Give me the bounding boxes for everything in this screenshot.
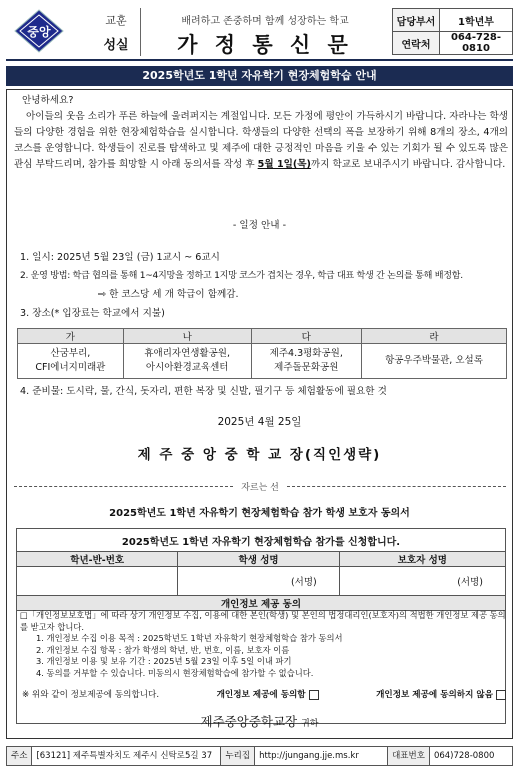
places-cell: 산굼부리, CFI에너지미래관	[18, 344, 124, 379]
header-divider	[6, 59, 513, 61]
privacy-heading: 개인정보 제공 동의	[17, 596, 506, 611]
agree-option[interactable]: 개인정보 제공에 동의함	[217, 688, 319, 700]
cut-line-label: 자르는 선	[241, 483, 279, 493]
class-number-field[interactable]	[17, 567, 178, 596]
student-name-field[interactable]: (서명)	[178, 567, 339, 596]
contact-value: 064-728-0810	[440, 32, 513, 55]
footer-phone: 064)728-0800	[433, 751, 495, 761]
footer-phone-label: 대표번호	[388, 747, 430, 765]
privacy-item: 4. 동의를 거부할 수 있습니다. 미동의시 현장체험학습에 참가할 수 없습니다.	[36, 667, 314, 678]
document-title: 가 정 통 신 문	[177, 33, 353, 57]
consent-form-title: 2025학년도 1학년 자유학기 현장체험학습 참가 학생 보호자 동의서	[109, 508, 410, 519]
principal-signature: 제 주 중 앙 중 학 교 장(직인생략)	[137, 447, 382, 463]
agree-note: ※ 위와 같이 정보제공에 동의합니다.	[22, 690, 160, 700]
motto-label: 교훈	[105, 14, 127, 27]
disagree-option[interactable]: 개인정보 제공에 동의하지 않음	[376, 688, 506, 700]
places-cell: 제주4.3평화공원, 제주돌문화공원	[251, 344, 361, 379]
privacy-text	[20, 610, 506, 680]
dept-value: 1학년부	[440, 9, 513, 32]
schedule-heading: - 일정 안내 -	[232, 220, 287, 231]
places-table	[17, 328, 507, 379]
schedule-item-1: 1. 일시: 2025년 5월 23일 (금) 1교시 ~ 6교시	[20, 252, 220, 263]
privacy-item: 1. 개인정보 수집 이용 목적 : 2025학년도 1학년 자유학기 현장체험학습 참가 동의서	[36, 633, 343, 644]
schedule-item-2: 2. 운영 방법: 학급 협의를 통해 1~4지망을 정하고 1지망 코스가 겹치는 경우, 학급 대표 학생 간 논의를 통해 배정함.	[20, 271, 463, 281]
cut-line	[14, 480, 506, 493]
places-header: 나	[123, 329, 251, 344]
footer-address: [63121] 제주특별자치도 제주시 신탁로5길 37	[32, 747, 221, 765]
contact-info-table	[392, 8, 513, 55]
places-header: 라	[361, 329, 506, 344]
places-cell: 항공우주박물관, 오설록	[361, 344, 506, 379]
intro-paragraph: 아이들의 웃음 소리가 푸른 하늘에 울려퍼지는 계절입니다. 모든 가정에 평안이 가득하시기 바랍니다. 자라나는 학생들의 다양한 경험을 위한 현장체험학습을 실시합니다. 학생들의 다양한 선택의 폭을 보장하기 위해 8개의 장소, 4개의 코스를 운영합니다. 학생들이 진로를 탐색하고 및 제주에 대한 긍정적인 마음을 키울 수 있는 기회가 될 수 있도록 많은 관심 부탁드리며, 참가를 희망할 시 아래 동의서를 작성 후 5월 1일(목)까지 학교로 보내주시기 바랍니다. 감사합니다.	[14, 111, 508, 170]
col-guardian: 보호자 성명	[339, 552, 505, 567]
contact-label: 연락처	[393, 32, 440, 55]
col-class: 학년-반-번호	[17, 552, 178, 567]
footer	[6, 746, 513, 766]
footer-website-link[interactable]: http://jungang.jje.ms.kr	[255, 747, 388, 765]
apply-heading: 2025학년도 1학년 자유학기 현장체험학습 참가를 신청합니다.	[17, 529, 506, 552]
disagree-checkbox[interactable]	[496, 690, 506, 700]
places-header: 다	[251, 329, 361, 344]
footer-website-label: 누리집	[221, 747, 255, 765]
school-logo	[14, 9, 64, 53]
privacy-intro: □「개인정보보호법」에 따라 상기 개인정보 수집, 이용에 대한 본인(학생) 및 본인의 법정대리인(보호자)의 적법한 개인정보 제공 동의를 받고자 합니다.	[20, 610, 506, 632]
document-title-block	[140, 8, 390, 56]
notice-banner: 2025학년도 1학년 자유학기 현장체험학습 안내	[6, 66, 513, 86]
agreement-row	[22, 688, 506, 700]
col-student: 학생 성명	[178, 552, 339, 567]
motto	[92, 8, 141, 56]
recipient: 제주중앙중학교장 귀하	[200, 714, 319, 729]
logo-text: 중앙	[27, 25, 51, 39]
motto-value: 성실	[103, 38, 129, 53]
school-slogan: 배려하고 존중하며 함께 성장하는 학교	[181, 16, 349, 27]
footer-address-label: 주소	[7, 747, 32, 765]
issue-date: 2025년 4월 25일	[217, 416, 302, 428]
privacy-item: 2. 개인정보 수집 항목 : 참가 학생의 학년, 반, 번호, 이름, 보호자 이름	[36, 644, 290, 655]
schedule-item-2-sub: ⇨ 한 코스당 세 개 학급이 함께감.	[98, 289, 239, 300]
places-header: 가	[18, 329, 124, 344]
privacy-item: 3. 개인정보 이용 및 보유 기간 : 2025년 5월 23일 이후 5일 이내 파기	[36, 656, 292, 667]
schedule-item-3: 3. 장소(* 입장료는 학교에서 지불)	[20, 308, 165, 319]
deadline-date: 5월 1일(목)	[257, 159, 311, 170]
agree-checkbox[interactable]	[309, 690, 319, 700]
places-cell: 휴애리자연생활공원, 아시아환경교육센터	[123, 344, 251, 379]
greeting: 안녕하세요?	[22, 95, 74, 106]
dept-label: 담당부서	[393, 9, 440, 32]
guardian-name-field[interactable]: (서명)	[339, 567, 505, 596]
schedule-item-4: 4. 준비물: 도시락, 물, 간식, 돗자리, 편한 복장 및 신발, 필기구 등 체험활동에 필요한 것	[20, 386, 387, 397]
